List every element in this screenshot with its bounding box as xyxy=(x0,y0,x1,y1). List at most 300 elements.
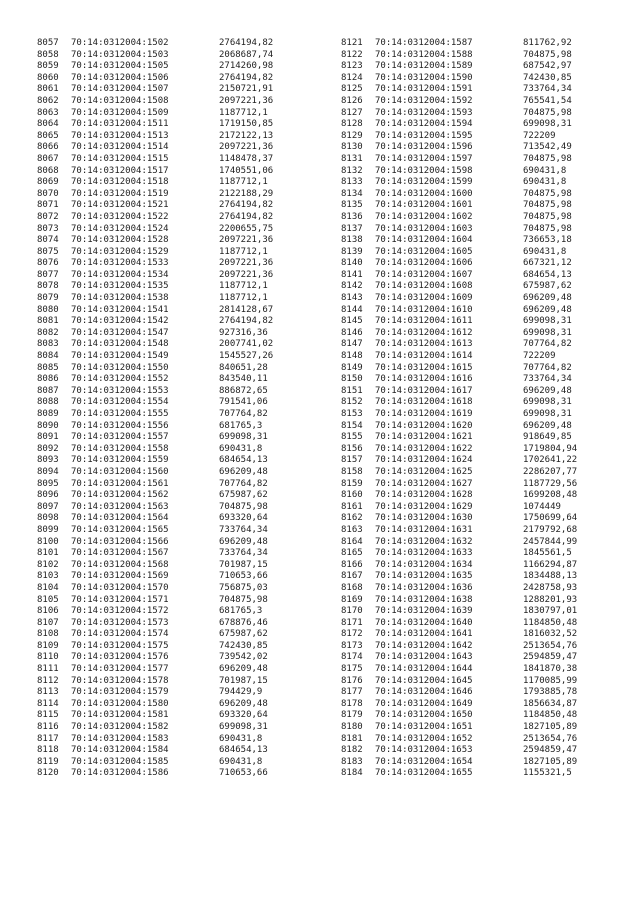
cadastral-value: 1545527,26 xyxy=(219,351,274,362)
cadastral-number: 70:14:0312004:1655 xyxy=(375,768,473,779)
row-number: 8057 xyxy=(37,38,59,48)
cadastral-value: 1702641,22 xyxy=(523,455,578,466)
row-number: 8084 xyxy=(37,351,59,362)
cadastral-number: 70:14:0312004:1577 xyxy=(71,664,169,675)
row-number: 8107 xyxy=(37,617,59,628)
table-row xyxy=(341,664,623,676)
cadastral-value: 701987,15 xyxy=(219,559,268,570)
cadastral-value: 684654,13 xyxy=(219,455,268,466)
table-row xyxy=(341,351,623,363)
cadastral-number: 70:14:0312004:1625 xyxy=(375,466,473,477)
cadastral-number: 70:14:0312004:1568 xyxy=(71,559,169,570)
cadastral-number: 70:14:0312004:1517 xyxy=(71,165,169,176)
cadastral-number: 70:14:0312004:1597 xyxy=(375,153,473,164)
cadastral-number: 70:14:0312004:1513 xyxy=(71,130,169,141)
cadastral-value: 722209 xyxy=(523,130,556,141)
table-row xyxy=(37,606,319,618)
cadastral-number: 70:14:0312004:1608 xyxy=(375,281,473,292)
cadastral-number: 70:14:0312004:1642 xyxy=(375,640,473,651)
cadastral-value: 2097221,36 xyxy=(219,258,274,269)
table-row xyxy=(37,583,319,595)
table-row xyxy=(341,595,623,607)
table-row xyxy=(37,339,319,351)
row-number: 8114 xyxy=(37,698,59,709)
table-row xyxy=(341,235,623,247)
row-number: 8165 xyxy=(341,548,363,559)
cadastral-number: 70:14:0312004:1558 xyxy=(71,443,169,454)
table-row xyxy=(37,61,319,73)
row-number: 8077 xyxy=(37,269,59,280)
table-row xyxy=(37,131,319,143)
cadastral-number: 70:14:0312004:1565 xyxy=(71,524,169,535)
table-row xyxy=(341,154,623,166)
cadastral-number: 70:14:0312004:1628 xyxy=(375,490,473,501)
cadastral-value: 1827105,89 xyxy=(523,722,578,733)
row-number: 8125 xyxy=(341,84,363,95)
table-row xyxy=(37,513,319,525)
row-number: 8073 xyxy=(37,223,59,234)
cadastral-value: 696209,48 xyxy=(523,385,572,396)
cadastral-value: 2150721,91 xyxy=(219,84,274,95)
table-row xyxy=(37,699,319,711)
table-row xyxy=(37,351,319,363)
cadastral-number: 70:14:0312004:1547 xyxy=(71,327,169,338)
row-number: 8102 xyxy=(37,559,59,570)
table-row xyxy=(341,38,623,50)
cadastral-number: 70:14:0312004:1507 xyxy=(71,84,169,95)
cadastral-value: 765541,54 xyxy=(523,95,572,106)
row-number: 8118 xyxy=(37,745,59,756)
row-number: 8169 xyxy=(341,594,363,605)
row-number: 8085 xyxy=(37,362,59,373)
cadastral-number: 70:14:0312004:1627 xyxy=(375,478,473,489)
table-row xyxy=(341,339,623,351)
row-number: 8160 xyxy=(341,490,363,501)
cadastral-value: 840651,28 xyxy=(219,362,268,373)
row-number: 8182 xyxy=(341,745,363,756)
cadastral-number: 70:14:0312004:1535 xyxy=(71,281,169,292)
cadastral-value: 704875,98 xyxy=(523,49,572,60)
cadastral-value: 1166294,87 xyxy=(523,559,578,570)
row-number: 8123 xyxy=(341,61,363,72)
cadastral-number: 70:14:0312004:1638 xyxy=(375,594,473,605)
table-row xyxy=(341,73,623,85)
cadastral-number: 70:14:0312004:1620 xyxy=(375,420,473,431)
cadastral-number: 70:14:0312004:1534 xyxy=(71,269,169,280)
row-number: 8065 xyxy=(37,130,59,141)
row-number: 8063 xyxy=(37,107,59,118)
cadastral-number: 70:14:0312004:1589 xyxy=(375,61,473,72)
cadastral-number: 70:14:0312004:1634 xyxy=(375,559,473,570)
row-number: 8115 xyxy=(37,710,59,721)
cadastral-value: 2179792,68 xyxy=(523,524,578,535)
cadastral-value: 2764194,82 xyxy=(219,38,274,48)
cadastral-value: 918649,85 xyxy=(523,432,572,443)
table-row xyxy=(37,200,319,212)
table-row xyxy=(341,432,623,444)
row-number: 8155 xyxy=(341,432,363,443)
row-number: 8137 xyxy=(341,223,363,234)
cadastral-number: 70:14:0312004:1621 xyxy=(375,432,473,443)
row-number: 8087 xyxy=(37,385,59,396)
cadastral-value: 1719150,85 xyxy=(219,119,274,130)
cadastral-value: 704875,98 xyxy=(523,211,572,222)
cadastral-number: 70:14:0312004:1646 xyxy=(375,687,473,698)
cadastral-value: 699098,31 xyxy=(523,119,572,130)
cadastral-number: 70:14:0312004:1508 xyxy=(71,95,169,106)
right-column xyxy=(341,38,623,780)
row-number: 8099 xyxy=(37,524,59,535)
cadastral-number: 70:14:0312004:1521 xyxy=(71,200,169,211)
cadastral-value: 2200655,75 xyxy=(219,223,274,234)
cadastral-value: 1740551,06 xyxy=(219,165,274,176)
table-row xyxy=(37,548,319,560)
cadastral-value: 699098,31 xyxy=(219,432,268,443)
cadastral-value: 690431,8 xyxy=(523,246,567,257)
cadastral-value: 675987,62 xyxy=(219,629,268,640)
cadastral-number: 70:14:0312004:1514 xyxy=(71,142,169,153)
cadastral-value: 701987,15 xyxy=(219,675,268,686)
cadastral-number: 70:14:0312004:1564 xyxy=(71,513,169,524)
cadastral-value: 2764194,82 xyxy=(219,72,274,83)
cadastral-number: 70:14:0312004:1651 xyxy=(375,722,473,733)
cadastral-number: 70:14:0312004:1511 xyxy=(71,119,169,130)
row-number: 8139 xyxy=(341,246,363,257)
table-row xyxy=(341,397,623,409)
table-row xyxy=(37,50,319,62)
cadastral-value: 707764,82 xyxy=(219,409,268,419)
table-row xyxy=(341,409,623,421)
table-row xyxy=(37,247,319,259)
cadastral-value: 2097221,36 xyxy=(219,269,274,280)
table-row xyxy=(37,166,319,178)
table-row xyxy=(341,386,623,398)
cadastral-number: 70:14:0312004:1600 xyxy=(375,188,473,199)
table-row xyxy=(37,745,319,757)
cadastral-number: 70:14:0312004:1555 xyxy=(71,409,169,419)
cadastral-number: 70:14:0312004:1632 xyxy=(375,536,473,547)
row-number: 8146 xyxy=(341,327,363,338)
cadastral-number: 70:14:0312004:1550 xyxy=(71,362,169,373)
cadastral-value: 2172122,13 xyxy=(219,130,274,141)
table-row xyxy=(37,421,319,433)
table-row xyxy=(341,200,623,212)
row-number: 8100 xyxy=(37,536,59,547)
cadastral-value: 1148478,37 xyxy=(219,153,274,164)
cadastral-value: 1187712,1 xyxy=(219,107,268,118)
cadastral-number: 70:14:0312004:1603 xyxy=(375,223,473,234)
cadastral-number: 70:14:0312004:1561 xyxy=(71,478,169,489)
row-number: 8179 xyxy=(341,710,363,721)
row-number: 8071 xyxy=(37,200,59,211)
row-number: 8121 xyxy=(341,38,363,48)
row-number: 8174 xyxy=(341,652,363,663)
row-number: 8062 xyxy=(37,95,59,106)
row-number: 8172 xyxy=(341,629,363,640)
cadastral-value: 1187712,1 xyxy=(219,281,268,292)
cadastral-value: 2764194,82 xyxy=(219,316,274,327)
cadastral-number: 70:14:0312004:1596 xyxy=(375,142,473,153)
row-number: 8069 xyxy=(37,177,59,188)
row-number: 8145 xyxy=(341,316,363,327)
row-number: 8135 xyxy=(341,200,363,211)
row-number: 8124 xyxy=(341,72,363,83)
cadastral-number: 70:14:0312004:1645 xyxy=(375,675,473,686)
cadastral-value: 2097221,36 xyxy=(219,235,274,246)
cadastral-value: 1184850,48 xyxy=(523,617,578,628)
cadastral-value: 2594859,47 xyxy=(523,745,578,756)
cadastral-number: 70:14:0312004:1614 xyxy=(375,351,473,362)
table-row xyxy=(37,305,319,317)
cadastral-value: 742430,85 xyxy=(219,640,268,651)
cadastral-number: 70:14:0312004:1518 xyxy=(71,177,169,188)
cadastral-value: 1719804,94 xyxy=(523,443,578,454)
table-row xyxy=(37,281,319,293)
cadastral-number: 70:14:0312004:1611 xyxy=(375,316,473,327)
row-number: 8171 xyxy=(341,617,363,628)
cadastral-value: 1856634,87 xyxy=(523,698,578,709)
row-number: 8078 xyxy=(37,281,59,292)
row-number: 8140 xyxy=(341,258,363,269)
cadastral-number: 70:14:0312004:1602 xyxy=(375,211,473,222)
row-number: 8152 xyxy=(341,397,363,408)
row-number: 8082 xyxy=(37,327,59,338)
row-number: 8058 xyxy=(37,49,59,60)
cadastral-number: 70:14:0312004:1641 xyxy=(375,629,473,640)
cadastral-number: 70:14:0312004:1640 xyxy=(375,617,473,628)
cadastral-number: 70:14:0312004:1503 xyxy=(71,49,169,60)
cadastral-value: 1187712,1 xyxy=(219,293,268,304)
cadastral-number: 70:14:0312004:1653 xyxy=(375,745,473,756)
cadastral-number: 70:14:0312004:1605 xyxy=(375,246,473,257)
table-row xyxy=(341,166,623,178)
cadastral-value: 710653,66 xyxy=(219,571,268,582)
row-number: 8074 xyxy=(37,235,59,246)
cadastral-number: 70:14:0312004:1606 xyxy=(375,258,473,269)
table-row xyxy=(341,119,623,131)
table-row xyxy=(341,258,623,270)
row-number: 8168 xyxy=(341,582,363,593)
table-row xyxy=(37,664,319,676)
cadastral-value: 693320,64 xyxy=(219,513,268,524)
row-number: 8091 xyxy=(37,432,59,443)
table-row xyxy=(37,119,319,131)
cadastral-number: 70:14:0312004:1584 xyxy=(71,745,169,756)
table-row xyxy=(341,281,623,293)
cadastral-number: 70:14:0312004:1636 xyxy=(375,582,473,593)
cadastral-number: 70:14:0312004:1556 xyxy=(71,420,169,431)
row-number: 8148 xyxy=(341,351,363,362)
table-row xyxy=(341,548,623,560)
row-number: 8083 xyxy=(37,339,59,350)
cadastral-value: 2068687,74 xyxy=(219,49,274,60)
table-row xyxy=(37,38,319,50)
row-number: 8105 xyxy=(37,594,59,605)
cadastral-number: 70:14:0312004:1582 xyxy=(71,722,169,733)
table-row xyxy=(341,525,623,537)
cadastral-value: 2097221,36 xyxy=(219,95,274,106)
cadastral-number: 70:14:0312004:1509 xyxy=(71,107,169,118)
cadastral-number: 70:14:0312004:1595 xyxy=(375,130,473,141)
table-row xyxy=(341,757,623,769)
cadastral-number: 70:14:0312004:1502 xyxy=(71,38,169,48)
row-number: 8116 xyxy=(37,722,59,733)
cadastral-number: 70:14:0312004:1554 xyxy=(71,397,169,408)
cadastral-number: 70:14:0312004:1593 xyxy=(375,107,473,118)
table-row xyxy=(37,73,319,85)
cadastral-value: 2513654,76 xyxy=(523,733,578,744)
cadastral-number: 70:14:0312004:1571 xyxy=(71,594,169,605)
cadastral-value: 687542,97 xyxy=(523,61,572,72)
cadastral-value: 756875,03 xyxy=(219,582,268,593)
row-number: 8127 xyxy=(341,107,363,118)
table-row xyxy=(37,676,319,688)
cadastral-number: 70:14:0312004:1635 xyxy=(375,571,473,582)
row-number: 8132 xyxy=(341,165,363,176)
row-number: 8147 xyxy=(341,339,363,350)
row-number: 8183 xyxy=(341,756,363,767)
row-number: 8170 xyxy=(341,606,363,617)
table-row xyxy=(37,525,319,537)
cadastral-value: 2122188,29 xyxy=(219,188,274,199)
table-row xyxy=(341,142,623,154)
table-row xyxy=(341,513,623,525)
table-row xyxy=(37,108,319,120)
cadastral-value: 1816032,52 xyxy=(523,629,578,640)
row-number: 8162 xyxy=(341,513,363,524)
cadastral-number: 70:14:0312004:1562 xyxy=(71,490,169,501)
row-number: 8103 xyxy=(37,571,59,582)
table-row xyxy=(341,444,623,456)
cadastral-number: 70:14:0312004:1553 xyxy=(71,385,169,396)
table-row xyxy=(341,583,623,595)
row-number: 8181 xyxy=(341,733,363,744)
row-number: 8161 xyxy=(341,501,363,512)
cadastral-number: 70:14:0312004:1643 xyxy=(375,652,473,663)
cadastral-number: 70:14:0312004:1587 xyxy=(375,38,473,48)
cadastral-value: 678876,46 xyxy=(219,617,268,628)
row-number: 8128 xyxy=(341,119,363,130)
cadastral-value: 690431,8 xyxy=(523,177,567,188)
table-row xyxy=(341,652,623,664)
row-number: 8081 xyxy=(37,316,59,327)
cadastral-value: 699098,31 xyxy=(219,722,268,733)
row-number: 8068 xyxy=(37,165,59,176)
cadastral-number: 70:14:0312004:1594 xyxy=(375,119,473,130)
row-number: 8070 xyxy=(37,188,59,199)
table-row xyxy=(37,710,319,722)
cadastral-number: 70:14:0312004:1567 xyxy=(71,548,169,559)
table-row xyxy=(37,177,319,189)
cadastral-value: 733764,34 xyxy=(219,548,268,559)
table-row xyxy=(37,142,319,154)
row-number: 8088 xyxy=(37,397,59,408)
cadastral-value: 2594859,47 xyxy=(523,652,578,663)
table-row xyxy=(37,328,319,340)
cadastral-value: 704875,98 xyxy=(523,107,572,118)
row-number: 8173 xyxy=(341,640,363,651)
row-number: 8119 xyxy=(37,756,59,767)
row-number: 8093 xyxy=(37,455,59,466)
cadastral-number: 70:14:0312004:1579 xyxy=(71,687,169,698)
row-number: 8166 xyxy=(341,559,363,570)
cadastral-number: 70:14:0312004:1607 xyxy=(375,269,473,280)
cadastral-value: 699098,31 xyxy=(523,409,572,419)
cadastral-number: 70:14:0312004:1652 xyxy=(375,733,473,744)
row-number: 8159 xyxy=(341,478,363,489)
row-number: 8080 xyxy=(37,304,59,315)
table-row xyxy=(341,61,623,73)
cadastral-number: 70:14:0312004:1576 xyxy=(71,652,169,663)
left-column xyxy=(37,38,319,780)
row-number: 8149 xyxy=(341,362,363,373)
cadastral-value: 742430,85 xyxy=(523,72,572,83)
table-row xyxy=(341,328,623,340)
row-number: 8090 xyxy=(37,420,59,431)
cadastral-number: 70:14:0312004:1581 xyxy=(71,710,169,721)
table-row xyxy=(37,618,319,630)
cadastral-value: 684654,13 xyxy=(523,269,572,280)
row-number: 8178 xyxy=(341,698,363,709)
table-row xyxy=(341,96,623,108)
cadastral-number: 70:14:0312004:1505 xyxy=(71,61,169,72)
cadastral-number: 70:14:0312004:1560 xyxy=(71,466,169,477)
cadastral-value: 675987,62 xyxy=(219,490,268,501)
cadastral-value: 1184850,48 xyxy=(523,710,578,721)
table-row xyxy=(341,699,623,711)
cadastral-number: 70:14:0312004:1541 xyxy=(71,304,169,315)
cadastral-value: 1834488,13 xyxy=(523,571,578,582)
table-row xyxy=(37,96,319,108)
row-number: 8167 xyxy=(341,571,363,582)
cadastral-value: 1074449 xyxy=(523,501,561,512)
cadastral-number: 70:14:0312004:1599 xyxy=(375,177,473,188)
row-number: 8076 xyxy=(37,258,59,269)
table-row xyxy=(341,455,623,467)
cadastral-number: 70:14:0312004:1548 xyxy=(71,339,169,350)
table-row xyxy=(341,490,623,502)
row-number: 8142 xyxy=(341,281,363,292)
row-number: 8163 xyxy=(341,524,363,535)
cadastral-number: 70:14:0312004:1617 xyxy=(375,385,473,396)
cadastral-value: 1845561,5 xyxy=(523,548,572,559)
row-number: 8086 xyxy=(37,374,59,385)
cadastral-value: 2764194,82 xyxy=(219,200,274,211)
row-number: 8117 xyxy=(37,733,59,744)
cadastral-value: 2513654,76 xyxy=(523,640,578,651)
table-row xyxy=(341,734,623,746)
table-row xyxy=(37,641,319,653)
cadastral-number: 70:14:0312004:1612 xyxy=(375,327,473,338)
cadastral-number: 70:14:0312004:1533 xyxy=(71,258,169,269)
row-number: 8089 xyxy=(37,409,59,419)
cadastral-number: 70:14:0312004:1522 xyxy=(71,211,169,222)
cadastral-number: 70:14:0312004:1654 xyxy=(375,756,473,767)
row-number: 8095 xyxy=(37,478,59,489)
table-row xyxy=(341,305,623,317)
cadastral-value: 690431,8 xyxy=(523,165,567,176)
table-row xyxy=(341,710,623,722)
table-row xyxy=(37,409,319,421)
row-number: 8066 xyxy=(37,142,59,153)
row-number: 8130 xyxy=(341,142,363,153)
cadastral-value: 690431,8 xyxy=(219,443,263,454)
cadastral-value: 693320,64 xyxy=(219,710,268,721)
cadastral-number: 70:14:0312004:1629 xyxy=(375,501,473,512)
cadastral-number: 70:14:0312004:1590 xyxy=(375,72,473,83)
cadastral-number: 70:14:0312004:1630 xyxy=(375,513,473,524)
cadastral-value: 699098,31 xyxy=(523,397,572,408)
